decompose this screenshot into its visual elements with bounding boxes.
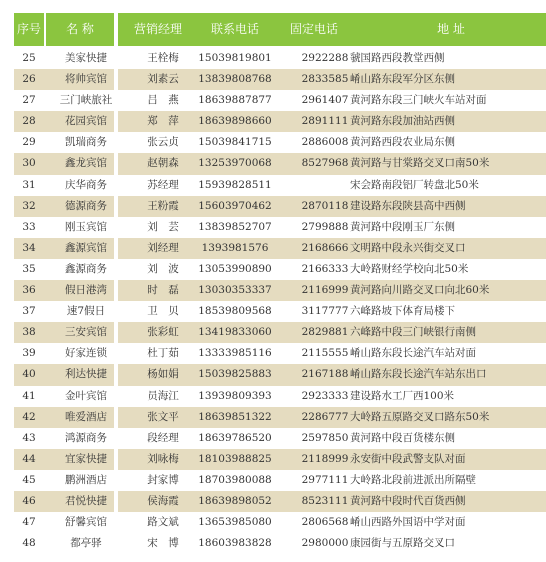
cell-manager: 张云贞 [147, 136, 179, 149]
cell-name: 唯爱酒店 [65, 410, 107, 423]
cell-num: 26 [22, 73, 36, 86]
cell-name: 金叶宾馆 [65, 389, 107, 402]
cell-mobile: 15039825883 [198, 368, 272, 381]
cell-num: 40 [22, 368, 36, 381]
cell-phone: 2597850 [301, 431, 349, 444]
table-row [14, 69, 546, 90]
table-row [14, 407, 546, 428]
cell-manager: 时 磊 [147, 284, 179, 297]
cell-num: 27 [22, 94, 36, 107]
cell-mobile: 13653985080 [198, 516, 272, 529]
cell-mobile: 18603983828 [198, 537, 272, 550]
cell-num: 32 [22, 199, 36, 212]
cell-mobile: 18639898660 [198, 115, 272, 128]
cell-mobile: 18639887877 [198, 94, 272, 107]
cell-address: 黄河路向川路交叉口向北60米 [350, 284, 490, 297]
table-row [14, 259, 546, 280]
cell-mobile: 13053990890 [198, 262, 272, 275]
cell-num: 33 [22, 220, 36, 233]
cell-address: 崤山路东段长途汽车站对面 [350, 347, 476, 360]
cell-manager: 苏经理 [147, 178, 179, 191]
cell-phone: 2922288 [301, 52, 349, 64]
cell-name: 刚玉宾馆 [65, 220, 107, 233]
cell-num: 35 [22, 262, 36, 275]
cell-phone: 2980000 [301, 537, 349, 550]
cell-mobile: 13030353337 [198, 284, 272, 297]
cell-num: 28 [22, 115, 36, 128]
cell-name: 三安宾馆 [65, 326, 107, 339]
table-row [14, 491, 546, 512]
cell-phone: 2806568 [301, 516, 349, 529]
cell-mobile: 18639851322 [198, 410, 272, 423]
cell-address: 崤山路东段长途汽车站东出口 [350, 368, 487, 381]
cell-num: 30 [22, 157, 36, 170]
cell-address: 黄河路中段时代百货西侧 [350, 494, 466, 507]
cell-phone: 2799888 [301, 220, 349, 233]
cell-mobile: 1393981576 [201, 241, 269, 254]
cell-manager: 吕 燕 [147, 94, 179, 107]
cell-num: 31 [22, 178, 36, 191]
cell-name: 花园宾馆 [65, 115, 107, 128]
header-num: 序号 [14, 13, 44, 46]
cell-name: 宜家快捷 [65, 452, 107, 465]
cell-manager: 卫 贝 [147, 305, 179, 318]
cell-phone: 2116999 [301, 284, 349, 297]
table-row [14, 48, 546, 69]
table-row [14, 301, 546, 322]
cell-manager: 侯海霞 [147, 494, 179, 507]
table-row [14, 90, 546, 111]
cell-manager: 刘咏梅 [147, 452, 179, 465]
table-row [14, 132, 546, 153]
cell-mobile: 15039841715 [198, 136, 272, 149]
cell-name: 鹏洲酒店 [65, 473, 107, 486]
cell-name: 鑫源宾馆 [65, 241, 107, 254]
header-address: 地 址 [356, 13, 546, 46]
table-row [14, 111, 546, 132]
cell-phone: 8527968 [301, 157, 349, 170]
cell-phone: 2870118 [301, 199, 349, 212]
header-phone: 固定电话 [272, 13, 356, 46]
header-mobile: 联系电话 [198, 13, 272, 46]
cell-address: 黄河路中段刚玉厂东侧 [350, 220, 455, 233]
cell-address: 黄河路东段加油站西侧 [350, 115, 455, 128]
cell-manager: 张文平 [147, 410, 179, 423]
cell-phone: 2166333 [301, 262, 349, 275]
cell-address: 永安街中段武警支队对面 [350, 452, 466, 465]
cell-num: 36 [22, 284, 36, 297]
cell-num: 44 [22, 452, 36, 465]
cell-mobile: 15939828511 [198, 178, 272, 191]
cell-address: 建设路东段陕县高中西侧 [350, 199, 466, 212]
cell-mobile: 13939809393 [198, 389, 272, 402]
cell-mobile: 13253970068 [198, 157, 272, 170]
cell-manager: 王粉霞 [147, 199, 179, 212]
cell-mobile: 13419833060 [198, 326, 272, 339]
cell-mobile: 13839852707 [198, 220, 272, 233]
header-name: 名 称 [46, 13, 114, 46]
cell-name: 三门峡旅社 [59, 94, 113, 107]
cell-address: 六峰路坡下体育局楼下 [350, 305, 455, 318]
cell-mobile: 13333985116 [198, 347, 272, 360]
cell-manager: 刘 波 [147, 262, 179, 275]
cell-phone: 8523111 [301, 494, 349, 507]
cell-name: 将帅宾馆 [65, 73, 107, 86]
cell-num: 46 [22, 494, 36, 507]
cell-name: 鑫龙宾馆 [65, 157, 107, 170]
cell-phone: 2961407 [301, 94, 349, 107]
table-row [14, 512, 546, 533]
cell-phone: 2886008 [301, 136, 349, 149]
cell-phone: 2891111 [301, 115, 349, 128]
cell-manager: 刘经理 [147, 241, 179, 254]
cell-name: 君悦快捷 [65, 494, 107, 507]
cell-manager: 郑 萍 [147, 115, 179, 128]
table-row [14, 238, 546, 259]
cell-manager: 刘素云 [147, 73, 179, 86]
table-row [14, 196, 546, 217]
cell-name: 好家连锁 [65, 347, 107, 360]
cell-name: 德源商务 [65, 199, 107, 212]
cell-address: 康园街与五原路交叉口 [350, 537, 455, 550]
cell-phone: 2168666 [301, 241, 349, 254]
cell-phone: 2977111 [301, 473, 349, 486]
cell-mobile: 18639898052 [198, 494, 272, 507]
table-row [14, 217, 546, 238]
cell-manager: 王栓梅 [147, 52, 179, 64]
cell-name: 舒馨宾馆 [65, 516, 107, 529]
cell-mobile: 18703980088 [198, 473, 272, 486]
table-row [14, 533, 546, 554]
cell-phone: 2115555 [301, 347, 349, 360]
cell-num: 45 [22, 473, 36, 486]
cell-name: 假日港湾 [65, 284, 107, 297]
cell-mobile: 18639786520 [198, 431, 272, 444]
cell-address: 六峰路中段三门峡银行南侧 [350, 326, 476, 339]
cell-address: 黄河路与甘棠路交叉口南50米 [350, 157, 490, 170]
cell-num: 38 [22, 326, 36, 339]
cell-manager: 杨如娟 [147, 368, 179, 381]
table-row [14, 428, 546, 449]
table-body [14, 48, 546, 554]
cell-num: 47 [22, 516, 36, 529]
cell-address: 虢国路西段教堂西侧 [350, 52, 445, 64]
cell-phone: 2286777 [301, 410, 349, 423]
cell-num: 43 [22, 431, 36, 444]
cell-mobile: 18539809568 [198, 305, 272, 318]
table-row [14, 470, 546, 491]
cell-address: 黄河路东段三门峡火车站对面 [350, 94, 487, 107]
table-row [14, 280, 546, 301]
cell-address: 大岭路财经学校向北50米 [350, 262, 469, 275]
cell-manager: 段经理 [147, 431, 179, 444]
cell-phone: 2833585 [301, 73, 349, 86]
table-row [14, 175, 546, 196]
cell-manager: 杜丁茹 [147, 347, 179, 360]
cell-manager: 封家博 [147, 473, 179, 486]
table-row [14, 386, 546, 407]
cell-address: 建设路水工厂西100米 [350, 389, 455, 402]
cell-name: 凯瑞商务 [65, 136, 107, 149]
cell-num: 48 [22, 537, 36, 550]
table-row [14, 364, 546, 385]
cell-name: 鑫源商务 [65, 262, 107, 275]
cell-name: 美家快捷 [65, 52, 107, 64]
cell-mobile: 15039819801 [198, 52, 272, 64]
cell-address: 大岭路五原路交叉口路东50米 [350, 410, 490, 423]
cell-mobile: 15603970462 [198, 199, 272, 212]
cell-manager: 宋 博 [147, 537, 179, 550]
cell-mobile: 18103988825 [198, 452, 272, 465]
table-row [14, 322, 546, 343]
cell-address: 大岭路北段前进派出所隔壁 [350, 473, 476, 486]
table-row [14, 153, 546, 174]
cell-manager: 路文斌 [147, 516, 179, 529]
cell-num: 29 [22, 136, 36, 149]
cell-address: 黄河路西段农业局东侧 [350, 136, 455, 149]
header-manager: 营销经理 [118, 13, 198, 46]
cell-phone: 2167188 [301, 368, 349, 381]
cell-manager: 刘 芸 [147, 220, 179, 233]
cell-manager: 员海江 [147, 389, 179, 402]
cell-manager: 张彩虹 [147, 326, 179, 339]
cell-num: 41 [22, 389, 36, 402]
cell-phone: 2923333 [301, 389, 349, 402]
cell-num: 37 [22, 305, 36, 318]
table-header [14, 13, 546, 46]
cell-name: 鸿源商务 [65, 431, 107, 444]
cell-manager: 赵朝森 [147, 157, 179, 170]
cell-phone: 2829881 [301, 326, 349, 339]
table-row [14, 343, 546, 364]
cell-phone: 2118999 [301, 452, 349, 465]
table-row [14, 449, 546, 470]
cell-num: 34 [22, 241, 36, 254]
cell-address: 宋会路南段铝厂转盘北50米 [350, 178, 479, 191]
cell-address: 文明路中段永兴街交叉口 [350, 241, 466, 254]
cell-address: 崤山西路外国语中学对面 [350, 516, 466, 529]
cell-name: 利达快捷 [65, 368, 107, 381]
cell-name: 都亭驿 [70, 537, 102, 550]
cell-phone: 3117777 [301, 305, 349, 318]
cell-address: 黄河路中段百货楼东侧 [350, 431, 455, 444]
cell-address: 崤山路东段军分区东侧 [350, 73, 455, 86]
cell-num: 42 [22, 410, 36, 423]
cell-name: 庆华商务 [65, 178, 107, 191]
cell-num: 25 [22, 52, 36, 64]
cell-mobile: 13839808768 [198, 73, 272, 86]
cell-num: 39 [22, 347, 36, 360]
cell-name: 速7假日 [66, 305, 106, 318]
